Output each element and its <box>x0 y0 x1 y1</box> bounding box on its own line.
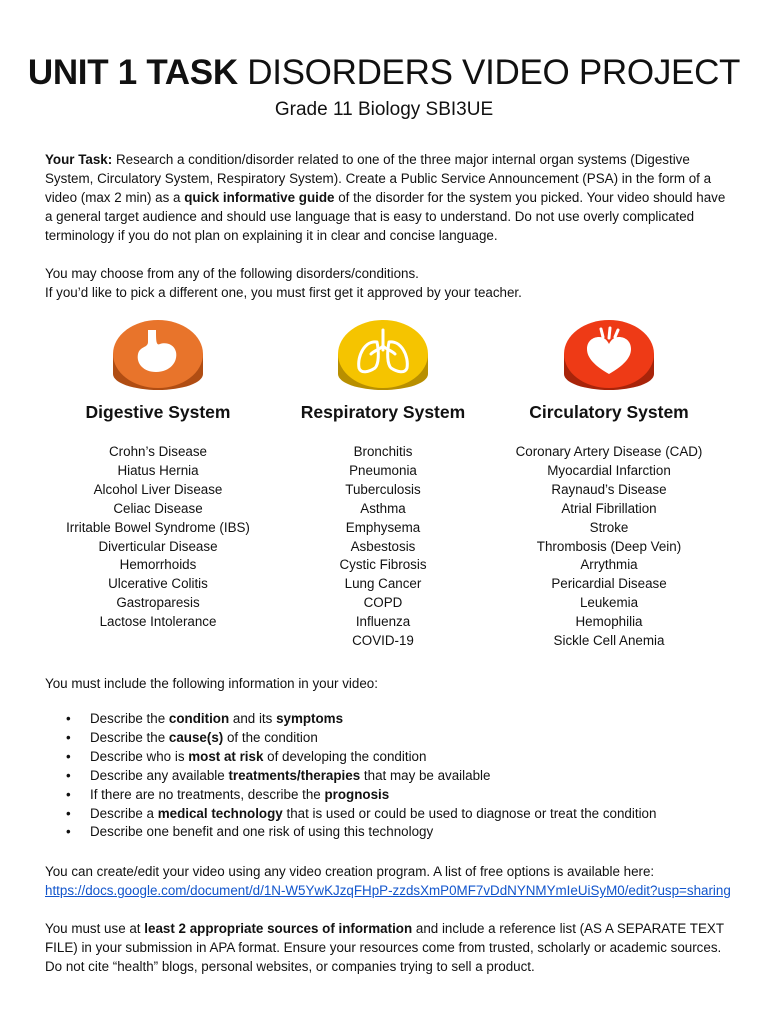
list-item: Asthma <box>360 500 406 516</box>
req-text: that is used or could be used to diagnose or treat the condition <box>282 805 657 821</box>
req-bold: cause(s) <box>168 729 224 745</box>
requirement-item <box>64 786 744 805</box>
task-text: Research a condition/disorder related to one of the three major internal organ systems (Digestive System, Circulatory System, Respiratory System). Create a Public Service Announcement (PSA) in the form of a video (max 2 min) as a <box>45 152 712 205</box>
heart-icon <box>561 316 657 394</box>
bullet: • <box>66 786 71 802</box>
bullet: • <box>66 805 71 821</box>
list-item: Influenza <box>355 614 411 630</box>
resources-link[interactable]: https://docs.google.com/document/d/1N-W5YwKJzqFHpP-zzdsXmP0MF7vDdNYNMYmIeUiSyM0/edit?usp=sharing <box>45 883 731 898</box>
choose-line: You may choose from any of the following disorders/conditions. <box>45 266 419 281</box>
list-item: Lactose Intolerance <box>99 614 217 630</box>
system-title: Respiratory System <box>300 402 466 422</box>
req-text: Describe any available <box>90 767 229 783</box>
list-item: Stroke <box>589 519 629 535</box>
list-item: Thrombosis (Deep Vein) <box>536 538 682 554</box>
requirement-item <box>64 710 744 729</box>
list-item: Pneumonia <box>349 462 417 478</box>
req-text: Describe the <box>90 711 169 726</box>
list-item: Emphysema <box>345 519 421 535</box>
req-bold: medical technology <box>157 805 283 821</box>
list-item: Hemophilia <box>575 614 643 630</box>
task-text-continued: of the disorder for the system you picked. Your video should have a general target audience and should use language that is easy to understand. Do not use overly complicated terminology if you do not plan on explaining it in clear and concise language. <box>45 190 726 243</box>
system-title: Digestive System <box>85 402 231 422</box>
list-item: Lung Cancer <box>344 576 422 592</box>
list-item: Alcohol Liver Disease <box>93 481 223 497</box>
bullet: • <box>66 767 71 783</box>
page-title <box>0 52 768 94</box>
list-item: Bronchitis <box>353 444 413 459</box>
choose-line: If you’d like to pick a different one, you must first get it approved by your teacher. <box>45 285 522 300</box>
list-item: COVID-19 <box>352 633 414 649</box>
digestive-disorder-list <box>43 443 273 632</box>
task-emphasis: quick informative guide <box>184 190 335 205</box>
list-item: Raynaud’s Disease <box>551 481 667 497</box>
list-item: Crohn’s Disease <box>109 444 207 459</box>
title-bold: UNIT 1 TASK <box>27 53 238 92</box>
requirement-item <box>64 823 744 842</box>
list-item: COPD <box>363 595 403 611</box>
req-bold: prognosis <box>324 786 390 802</box>
list-item: Gastroparesis <box>116 595 200 611</box>
req-text: and its <box>229 711 277 726</box>
req-text: that may be available <box>360 767 491 783</box>
list-item: Hemorrhoids <box>119 557 197 573</box>
req-text: of developing the condition <box>263 748 427 764</box>
systems-section <box>0 316 768 656</box>
list-item: Asbestosis <box>350 538 416 554</box>
list-item: Atrial Fibrillation <box>561 500 657 516</box>
req-text: If there are no treatments, describe the <box>90 786 325 802</box>
list-item: Tuberculosis <box>345 481 421 497</box>
lungs-icon <box>335 316 431 394</box>
req-text: Describe one benefit and one risk of using this technology <box>90 824 434 840</box>
req-bold: treatments/therapies <box>228 767 361 783</box>
req-text: Describe the <box>90 729 169 745</box>
requirement-item <box>64 748 744 767</box>
list-item: Sickle Cell Anemia <box>553 633 665 649</box>
list-item: Ulcerative Colitis <box>108 576 208 592</box>
digestive-system-column <box>43 316 273 632</box>
task-paragraph <box>45 150 735 245</box>
req-bold: symptoms <box>276 711 344 726</box>
list-item: Pericardial Disease <box>551 576 667 592</box>
respiratory-system-column <box>268 316 498 651</box>
sources-text-continued: and include a reference list (AS A SEPARATE TEXT FILE) in your submission in APA format. Ensure your resources come from trusted, scholarly or academic sources. Do not cite “health” blogs, personal websites, or companies trying to sell a product. <box>45 921 724 974</box>
list-item: Coronary Artery Disease (CAD) <box>515 444 703 459</box>
list-item: Myocardial Infarction <box>547 462 671 478</box>
page-subtitle: Grade 11 Biology SBI3UE <box>274 99 494 120</box>
list-item: Hiatus Hernia <box>117 462 199 478</box>
req-bold: condition <box>168 711 230 726</box>
respiratory-disorder-list <box>268 443 498 651</box>
list-item: Arrythmia <box>580 557 638 573</box>
list-item: Leukemia <box>579 595 639 611</box>
list-item: Cystic Fibrosis <box>339 557 427 573</box>
circulatory-system-column <box>494 316 724 651</box>
req-text: of the condition <box>223 729 318 745</box>
req-text: Describe a <box>90 805 158 821</box>
requirement-item <box>64 767 744 786</box>
sources-paragraph <box>45 919 735 976</box>
req-bold: most at risk <box>188 748 264 764</box>
requirements-list <box>64 710 744 842</box>
list-item: Celiac Disease <box>113 500 203 516</box>
requirement-item <box>64 805 744 824</box>
create-text: You can create/edit your video using any video creation program. A list of free options is available here: <box>45 864 655 879</box>
req-text: Describe who is <box>90 748 189 764</box>
include-intro: You must include the following information in your video: <box>45 676 378 691</box>
sources-emphasis: least 2 appropriate sources of information <box>144 921 413 936</box>
title-rest: DISORDERS VIDEO PROJECT <box>247 53 741 92</box>
choose-paragraph <box>45 264 735 302</box>
circulatory-disorder-list <box>494 443 724 651</box>
bullet: • <box>66 711 71 726</box>
create-paragraph <box>45 862 735 900</box>
task-label: Your Task: <box>45 152 113 167</box>
system-title: Circulatory System <box>529 402 689 422</box>
bullet: • <box>66 748 71 764</box>
sources-text: You must use at <box>45 921 141 936</box>
list-item: Diverticular Disease <box>98 538 218 554</box>
stomach-icon <box>110 316 206 394</box>
list-item: Irritable Bowel Syndrome (IBS) <box>66 519 250 535</box>
bullet: • <box>66 824 71 840</box>
bullet: • <box>66 729 71 745</box>
requirement-item <box>64 729 744 748</box>
